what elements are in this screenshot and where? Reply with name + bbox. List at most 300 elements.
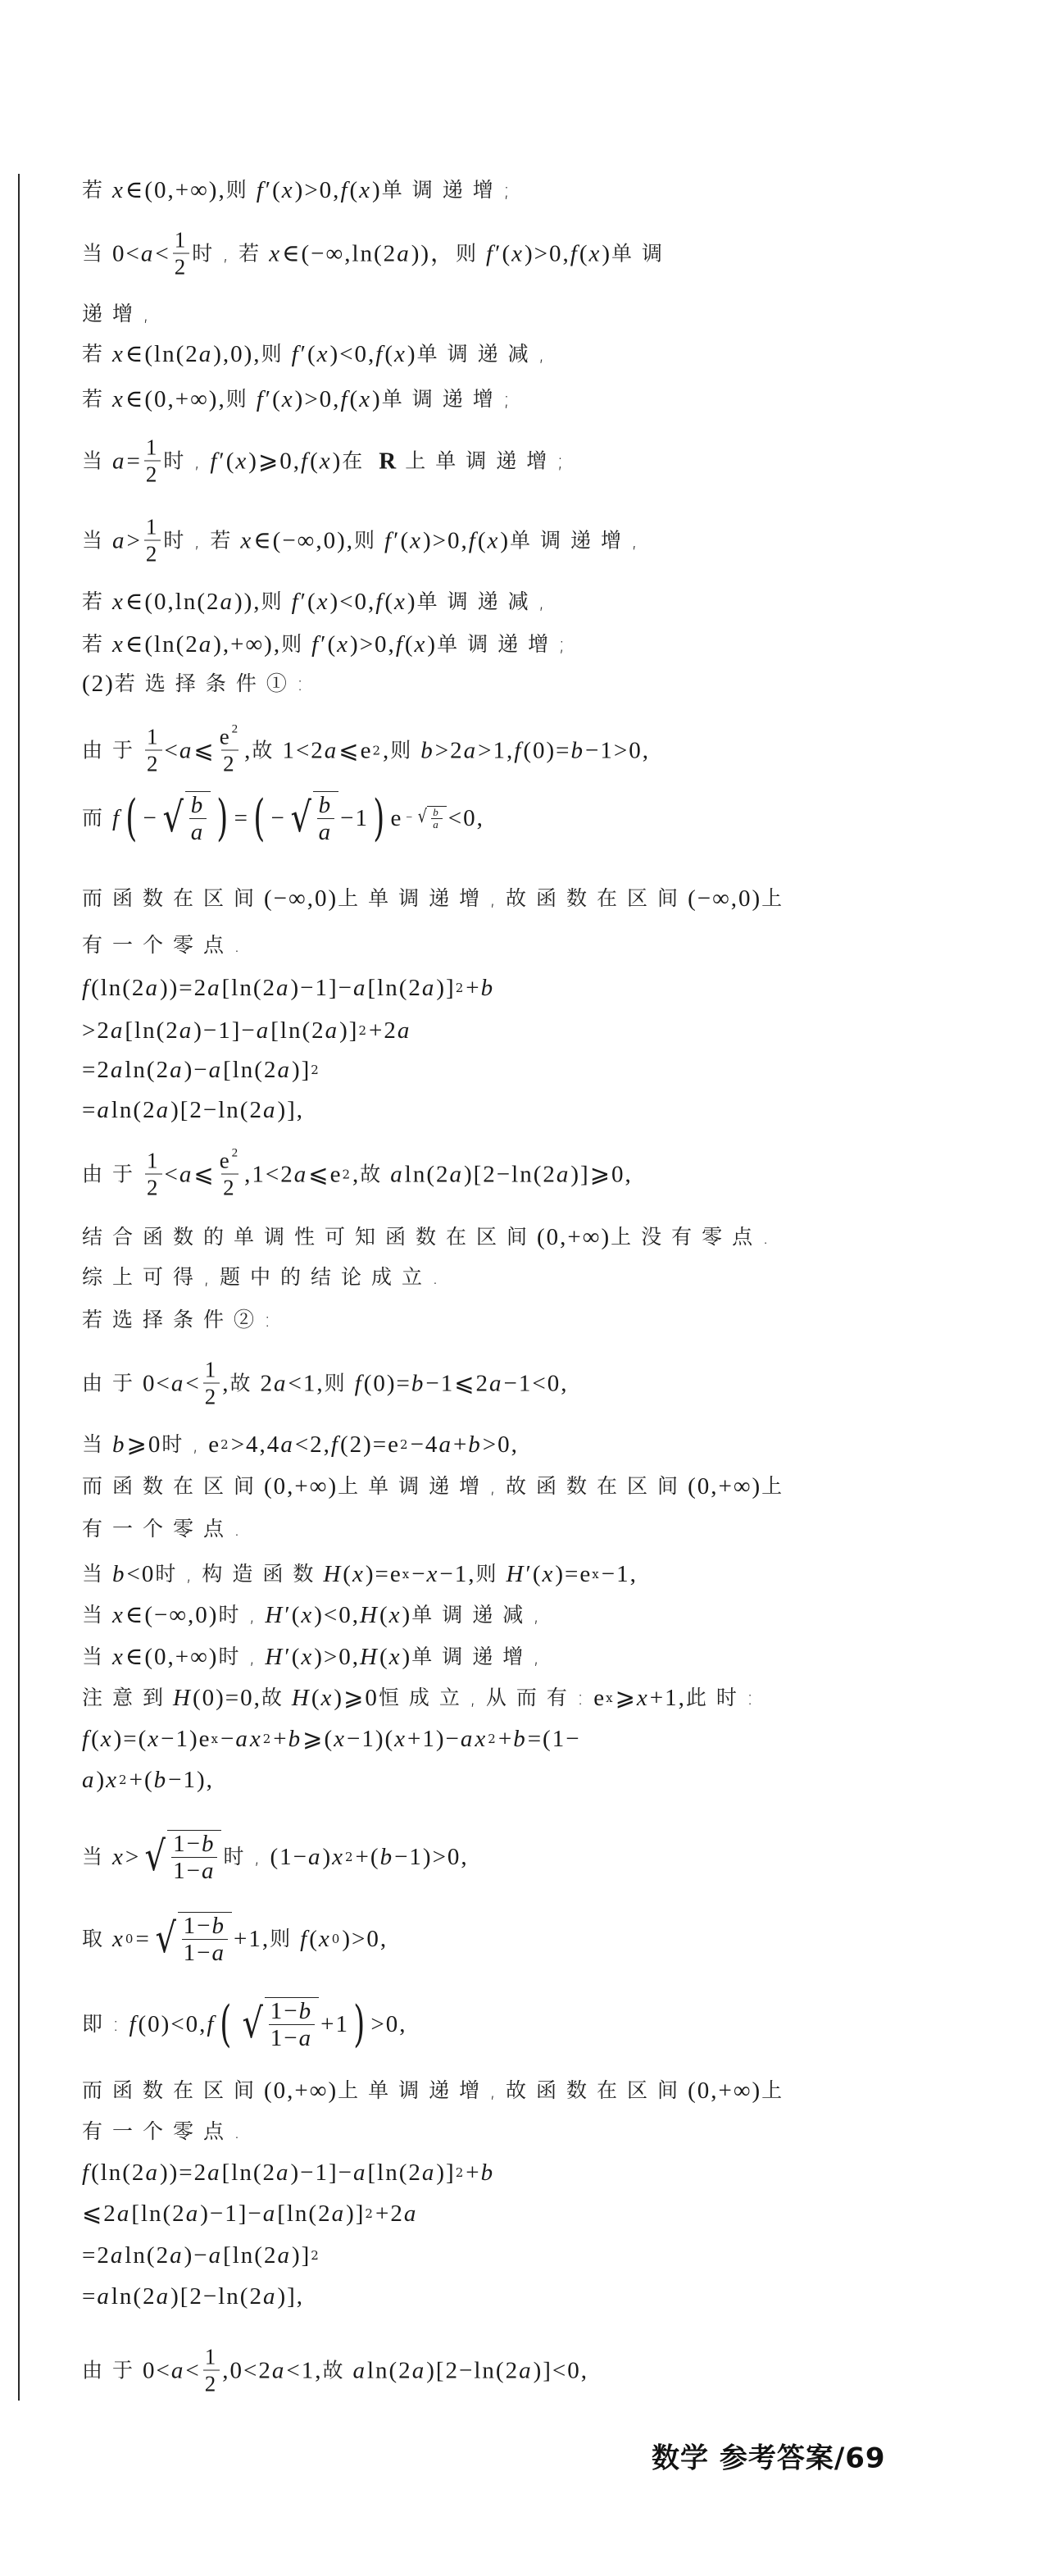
math-variable: f [210, 448, 220, 474]
math-text: ( [310, 448, 320, 474]
math-variable: f [384, 527, 394, 553]
math-text: <2, [294, 1431, 331, 1458]
math-text: ,0<2 [222, 2357, 272, 2383]
chinese-text: 故 [261, 1686, 292, 1709]
math-variable: b [513, 1726, 528, 1752]
chinese-text: 故 [229, 1371, 261, 1395]
math-text: , [383, 737, 391, 763]
math-text: ))， [411, 240, 457, 266]
radical-sign-icon: √ [144, 1832, 168, 1880]
chinese-text: 而函数在区间 [82, 1474, 265, 1498]
math-variable: a [519, 2357, 534, 2383]
math-text: + [466, 975, 481, 1001]
fraction-denominator: 2 [147, 1175, 161, 1200]
math-text: )>0, [422, 527, 469, 553]
solution-line [82, 1997, 407, 2051]
math-text: (−∞,0) [688, 885, 762, 912]
fraction-denominator [171, 1857, 217, 1884]
fraction [182, 1913, 228, 1966]
math-text: − [143, 805, 158, 831]
math-text: ,1<2 [244, 1161, 294, 1187]
math-variable: a [556, 1161, 571, 1187]
math-text: (ln(2 [91, 975, 146, 1001]
math-text: ) [402, 1644, 412, 1670]
math-text: =2 [82, 1057, 111, 1083]
solution-line: 由于 $\frac{1}{2}$ < a ⩽ $\frac{e^2}{2}$ , 故 1<2 a ⩽e 2 , 则 b >2 a >1, f (0)= b −1>0, [82, 722, 650, 776]
math-variable: x [487, 527, 501, 553]
chinese-text: 则 [456, 241, 487, 265]
chinese-text: 若 [82, 632, 113, 656]
math-text: >0, [482, 1431, 519, 1458]
solution-line [82, 227, 672, 280]
fraction-numerator: 1 [145, 514, 160, 539]
math-text: − [411, 1561, 427, 1587]
math-text: ⩾0 [126, 1431, 162, 1458]
math-variable: a [145, 975, 160, 1001]
math-variable: x [388, 1602, 402, 1628]
fraction-numerator: 1 [204, 1357, 219, 1382]
solution-line [82, 387, 520, 412]
math-variable: a [256, 1017, 271, 1044]
math-variable: x [112, 1844, 125, 1870]
math-text: (0,+∞) [688, 1473, 762, 1500]
math-variable: f [486, 240, 496, 266]
chinese-text: 而函数在区间 [82, 2078, 265, 2102]
math-variable: a [179, 1017, 194, 1044]
math-text: ) [96, 1767, 107, 1793]
math-text: )>0, [294, 386, 341, 412]
fraction-denominator [269, 2024, 315, 2051]
chinese-text: 单调递增; [381, 387, 520, 411]
math-text: , [352, 1161, 361, 1187]
math-text: = [135, 1926, 151, 1952]
math-variable: a [433, 818, 441, 831]
solution-line: f ( x )=( x −1)e x − ax 2 + b ⩾( x −1)( x +1)− ax 2 + b =(1− [82, 1726, 581, 1752]
math-text: < [185, 1370, 201, 1396]
chinese-text: 则 [354, 528, 385, 552]
math-text: ln(2 [125, 1057, 170, 1083]
math-variable: a [277, 1057, 292, 1083]
math-variable: x [112, 177, 125, 203]
math-variable: H [360, 1644, 379, 1670]
chinese-text: 故 [360, 1162, 391, 1186]
math-text: )<0, [329, 341, 376, 367]
math-text: b [190, 792, 206, 818]
fraction-denominator: 2 [223, 1175, 237, 1200]
chinese-text: 当 [82, 1432, 113, 1456]
math-variable: x [148, 1726, 161, 1752]
math-variable: H [291, 1685, 311, 1711]
fraction-numerator: 1 [204, 2344, 219, 2369]
math-variable: b [420, 737, 435, 763]
math-variable: b [288, 1726, 303, 1752]
math-text: e [219, 724, 232, 749]
math-text: = [234, 805, 250, 831]
fraction [269, 1998, 315, 2051]
math-variable: b [112, 1431, 127, 1458]
math-text: −1, [439, 1561, 476, 1587]
math-variable: a [262, 2201, 278, 2227]
fraction [317, 792, 335, 845]
chinese-text: 上单调递增,故函数在区间 [338, 886, 688, 910]
math-variable: a [208, 1057, 224, 1083]
radical-sign-icon: √ [155, 1914, 179, 1962]
math-text: ∈(−∞,0), [253, 527, 355, 553]
math-variable: f [354, 1370, 364, 1396]
math-variable: f [129, 2011, 139, 2037]
math-text: ⩾ [615, 1685, 637, 1711]
chinese-text: 单调 [611, 241, 673, 265]
solution-line [82, 632, 575, 657]
math-text: 0< [112, 240, 141, 266]
math-variable: a [353, 2160, 368, 2186]
math-text: )=e [555, 1561, 593, 1587]
math-text: ) [372, 386, 382, 412]
math-text: )>0, [342, 1926, 388, 1952]
math-variable: a [411, 2357, 427, 2383]
fraction [431, 807, 443, 831]
large-parenthesis: ( [253, 790, 267, 847]
math-variable: a [220, 589, 234, 615]
math-text: >2 [82, 1017, 111, 1044]
math-variable: x [426, 1561, 440, 1587]
math-variable: x [112, 1926, 125, 1952]
radicand [313, 791, 339, 845]
math-text: (ln(2 [91, 2160, 146, 2186]
chinese-text: 结合函数的单调性可知函数在区间 [82, 1225, 538, 1249]
square-root [416, 806, 447, 831]
math-text: ′( [265, 386, 282, 412]
math-text: ( [379, 1644, 389, 1670]
math-text: ) [500, 527, 511, 553]
math-text: ′( [300, 589, 317, 615]
radical-sign-icon: √ [242, 2000, 266, 2047]
math-variable: a [185, 2201, 201, 2227]
math-text: [ln(2 [270, 1017, 325, 1044]
math-text: )[2−ln(2 [463, 1161, 556, 1187]
math-variable: a [275, 975, 291, 1001]
chinese-text: 时, [163, 448, 211, 472]
fraction-numerator: 1 [145, 435, 160, 460]
math-variable: a [156, 2283, 171, 2310]
math-text: = [82, 1097, 98, 1123]
solution-line [82, 1357, 568, 1410]
solution-line: 由于 $\frac{1}{2}$ < a ⩽ $\frac{e^2}{2}$ ,1<2 a ⩽e 2 , 故 a ln(2 a )[2−ln(2 a )]⩾0, [82, 1146, 633, 1200]
math-text: ∈(0,+∞), [125, 386, 226, 412]
math-variable: H [265, 1644, 285, 1670]
math-text: (0)= [523, 737, 571, 763]
math-variable: f [340, 177, 350, 203]
math-text: )− [184, 2242, 209, 2269]
math-text: )] [291, 1057, 311, 1083]
chinese-text: 单调递减, [411, 1603, 550, 1627]
large-parenthesis: ) [216, 790, 230, 847]
superscript: 2 [231, 722, 241, 736]
math-variable: b [379, 1844, 395, 1870]
math-text: a [190, 819, 206, 845]
chinese-text: 当 [82, 1562, 113, 1586]
large-parenthesis: ) [353, 1996, 367, 2053]
math-text: ′( [525, 1561, 543, 1587]
math-text: 0< [143, 1370, 171, 1396]
math-variable: f [207, 2011, 216, 2037]
math-variable: f [375, 341, 385, 367]
math-text: )−1]− [200, 2201, 263, 2227]
math-variable: x [112, 341, 125, 367]
math-text: 1− [173, 1831, 202, 1857]
chinese-text: 由于 [82, 738, 143, 762]
math-text: ′( [265, 177, 282, 203]
math-variable: f [375, 589, 385, 615]
math-variable: a [489, 1370, 504, 1396]
math-variable: x [334, 1726, 347, 1752]
math-text: <0 [126, 1561, 156, 1587]
fraction-denominator: 2 [204, 2371, 219, 2396]
math-text: − [270, 805, 286, 831]
chinese-text: 单调递增; [437, 632, 575, 656]
math-text: ′( [284, 1644, 302, 1670]
chinese-text: 则 [475, 1562, 507, 1586]
math-text: ∈(−∞,0) [125, 1602, 219, 1628]
solution-line [82, 435, 574, 488]
math-text: −1>0, [584, 737, 650, 763]
page-footer: 数学 参考答案/69 [652, 2442, 886, 2475]
chinese-text: 故 [252, 738, 283, 762]
solution-line: 当 x > √ $\frac{1-b}{1-a}$ 时, (1− a ) x 2 +( b −1)>0, [82, 1831, 469, 1884]
radicand [427, 806, 447, 831]
math-variable: b [480, 2160, 496, 2186]
math-variable: x [388, 1644, 402, 1670]
solution-line: 当 b ⩾0 时, e 2 >4,4 a <2, f (2)=e 2 −4 a + b >0, [82, 1431, 519, 1458]
fraction-numerator: 1 [147, 1148, 161, 1173]
math-variable: a [325, 1017, 340, 1044]
math-text: 1− [270, 1998, 299, 2024]
math-text: )−1]− [290, 975, 354, 1001]
math-variable: x [337, 631, 351, 658]
solution-line [82, 302, 159, 326]
math-variable: a [324, 737, 339, 763]
math-variable: x [394, 1726, 408, 1752]
math-variable: a [421, 975, 437, 1001]
math-text: ∈(ln(2 [125, 631, 199, 658]
math-text: [ln(2 [221, 975, 276, 1001]
math-text: ( [343, 1561, 352, 1587]
chinese-text: 而 [82, 806, 113, 830]
math-text: ⩾( [302, 1726, 334, 1752]
math-text: − [220, 1726, 236, 1752]
chinese-text: 递增, [82, 302, 159, 325]
math-variable: x [636, 1685, 650, 1711]
solution-line [82, 1308, 280, 1332]
math-variable: b [411, 1370, 426, 1396]
fraction [145, 1148, 162, 1201]
math-variable: a [390, 1161, 405, 1187]
math-variable: f [301, 448, 311, 474]
math-variable: x [100, 1726, 114, 1752]
math-text: )], [277, 1097, 305, 1123]
chinese-text: 若选择条件①: [114, 671, 314, 695]
math-variable: f [256, 177, 266, 203]
math-text: (1− [270, 1844, 308, 1870]
math-variable: x [106, 1767, 120, 1793]
math-variable: x [301, 1602, 315, 1628]
math-text: ( [379, 1602, 389, 1628]
math-text: ∈(ln(2 [125, 341, 199, 367]
math-text: )>0, [350, 631, 396, 658]
radicand [178, 1912, 232, 1966]
math-text: [ln(2 [131, 2201, 186, 2227]
math-text: + [452, 1431, 469, 1458]
math-variable: x [332, 1844, 345, 1870]
square-root [160, 791, 211, 845]
math-text: ))=2 [159, 975, 208, 1001]
fraction-denominator: 2 [174, 254, 189, 280]
math-text: ′( [393, 527, 411, 553]
fraction-denominator: 2 [223, 751, 237, 776]
math-text: )), [234, 589, 261, 615]
math-variable: ax [235, 1726, 263, 1752]
math-variable: a [112, 527, 127, 553]
math-variable: H [360, 1602, 379, 1628]
math-text: )>0, [314, 1644, 361, 1670]
math-variable: a [198, 631, 214, 658]
math-variable: a [170, 1370, 186, 1396]
math-variable: x [301, 1644, 315, 1670]
math-variable: a [156, 1097, 171, 1123]
fraction-numerator [218, 724, 242, 750]
fraction-denominator [182, 1939, 228, 1966]
chinese-text: 单调递减, [416, 589, 555, 613]
math-text: b [298, 1998, 314, 2024]
chinese-text: 即: [82, 2012, 129, 2036]
math-variable: f [291, 341, 301, 367]
fraction-denominator: 2 [145, 541, 160, 567]
math-text: < [155, 240, 170, 266]
math-text: (0,+∞) [264, 1473, 338, 1500]
radicand [185, 791, 211, 845]
math-variable: x [320, 1685, 334, 1711]
chinese-text: 在 [342, 448, 373, 472]
math-text: )] [291, 2242, 311, 2269]
solution-line [82, 1603, 549, 1627]
fraction [189, 792, 207, 845]
math-variable: f [82, 975, 92, 1001]
math-text: 1− [183, 1940, 212, 1966]
solution-line [82, 2078, 792, 2103]
left-margin-rule [18, 174, 20, 2401]
math-text: [ln(2 [367, 2160, 422, 2186]
solution-line: 取 x 0 = √ $\frac{1-b}{1-a}$ +1, 则 f ( x 0 )>0, [82, 1913, 388, 1966]
math-variable: a [274, 1370, 288, 1396]
math-text: e [593, 1685, 606, 1711]
math-variable: f [340, 386, 350, 412]
math-text: ∈(0,+∞), [125, 177, 226, 203]
math-text: ⩽e [308, 1161, 343, 1187]
solution-line [82, 1098, 304, 1122]
math-variable: x [112, 589, 125, 615]
chinese-text: 单调递增, [510, 528, 647, 552]
radical-sign-icon: √ [162, 794, 186, 841]
math-variable: b [433, 806, 441, 818]
chinese-text: 时, [218, 1603, 266, 1627]
chinese-text: 上 [761, 2078, 793, 2102]
math-text: +( [129, 1767, 154, 1793]
math-text: ∈(0,+∞) [125, 1644, 219, 1670]
math-variable: x [542, 1561, 556, 1587]
fraction-numerator [189, 792, 207, 818]
chinese-text: 则 [270, 1927, 301, 1950]
math-variable: f [514, 737, 524, 763]
math-variable: f [291, 589, 301, 615]
math-text: (0,+∞) [537, 1224, 611, 1250]
fraction-numerator: 1 [147, 724, 161, 749]
math-variable: f [82, 1726, 92, 1752]
math-text: , [244, 737, 252, 763]
fraction-denominator [317, 818, 335, 845]
radicand [265, 1997, 319, 2051]
math-text: 1− [183, 1913, 212, 1939]
math-variable: a [207, 975, 222, 1001]
solution-line [82, 589, 555, 614]
chinese-text: 时,若 [163, 528, 241, 552]
math-text: (0,+∞) [264, 2078, 338, 2104]
math-text: )] [339, 1017, 359, 1044]
math-text: −1⩽2 [425, 1370, 490, 1396]
math-variable: a [140, 240, 156, 266]
fraction-denominator [431, 818, 443, 831]
math-variable: x [359, 177, 373, 203]
math-text: ))=2 [159, 2160, 208, 2186]
chinese-text: 则 [390, 738, 421, 762]
math-text: [ln(2 [223, 1057, 278, 1083]
math-text: )]<0, [533, 2357, 588, 2383]
math-text: )]⩾0, [570, 1161, 633, 1187]
math-text: < [164, 737, 179, 763]
math-text: −4 [410, 1431, 439, 1458]
math-text: )[2−ln(2 [170, 2283, 263, 2310]
math-text: ′( [320, 631, 338, 658]
math-variable: x [410, 527, 423, 553]
math-variable: x [316, 341, 330, 367]
math-text: + [273, 1726, 288, 1752]
math-variable: x [588, 240, 602, 266]
math-text: −1)e [161, 1726, 211, 1752]
math-text: −1, [601, 1561, 638, 1587]
chinese-text: 时, [218, 1645, 266, 1668]
math-text: e [208, 1431, 221, 1458]
chinese-text: 则 [261, 589, 292, 613]
fraction [203, 2344, 220, 2397]
chinese-text: 时,若 [192, 241, 270, 265]
fraction [171, 1831, 217, 1884]
math-variable: a [170, 1057, 184, 1083]
square-root [239, 1997, 319, 2051]
math-text: )⩾0, [248, 448, 301, 474]
solution-line [82, 342, 555, 366]
solution-line [82, 1265, 448, 1290]
math-text: ln(2 [366, 2357, 412, 2383]
math-text: (2)=e [339, 1431, 401, 1458]
math-variable: x [319, 448, 333, 474]
math-text: −1<0, [503, 1370, 569, 1396]
solution-line: ⩽2 a [ln(2 a )−1]− a [ln(2 a )] 2 +2 a [82, 2201, 419, 2227]
math-variable: f [112, 805, 122, 831]
math-text: )−1]− [193, 1017, 257, 1044]
math-text: <1, [286, 2357, 323, 2383]
math-text: )=( [113, 1726, 148, 1752]
math-text: −1 [340, 805, 370, 831]
math-text: ),+∞), [213, 631, 282, 658]
